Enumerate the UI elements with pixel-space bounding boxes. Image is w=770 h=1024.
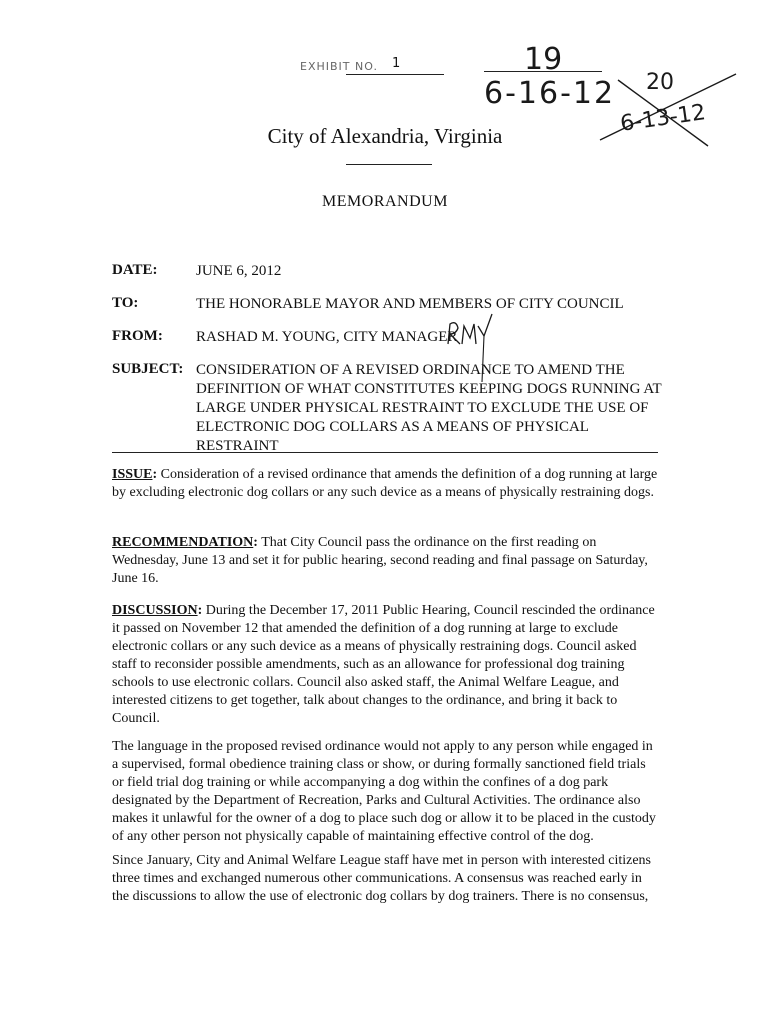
ordinance-language-paragraph: The language in the proposed revised ordinance would not apply to any person while engaged in a supervised, formal obedience training class or show, or during formally sanctioned field trials or field trial dog training or while accompanying a dog within the confines of a dog park designated by the Department of Recreation, Parks and Cultural Activities. The ordinance also makes it unlawful for the owner of a dog to place such dog or allow it to be placed in the custody of any other person not physically capable of maintaining effective control of the dog. — [112, 739, 656, 844]
issue-text: Consideration of a revised ordinance that amends the definition of a dog running at large by excluding electronic dog collars or any such device as a means of physically restraining dogs. — [112, 467, 658, 500]
to-label: TO: — [112, 295, 139, 311]
subject-label: SUBJECT: — [112, 361, 184, 377]
title-rule — [346, 164, 432, 165]
manager-initials-signature — [442, 310, 494, 384]
recommendation-label: RECOMMENDATION — [112, 535, 254, 550]
exhibit-line — [346, 74, 444, 75]
discussion-paragraph: DISCUSSION: During the December 17, 2011 Public Hearing, Council rescinded the ordinance it passed on November 12 that amended the definition of a dog running at large to exclude electronic collars or any such device as a means of physically restraining dogs. Council asked staff to reconsider possible amendments, such as an allowance for professional dog training schools to use electronic collars. Council also asked staff, the Animal Welfare League, and interested citizens to get together, talk about changes to the ordinance, and bring it back to Council. — [112, 603, 655, 726]
memorandum-title: MEMORANDUM — [322, 193, 448, 210]
discussion-label: DISCUSSION — [112, 603, 198, 618]
exhibit-label: EXHIBIT NO. — [300, 60, 378, 73]
from-label: FROM: — [112, 328, 163, 344]
issue-paragraph: ISSUE: Consideration of a revised ordinance that amends the definition of a dog running at large by excluding electronic dog collars or any such device as a means of physically restraining dogs. — [112, 467, 658, 500]
agenda-item-underline — [484, 71, 602, 72]
exhibit-number: 1 — [392, 56, 401, 71]
city-title: City of Alexandria, Virginia — [267, 124, 503, 148]
issue-label: ISSUE — [112, 467, 153, 482]
from-value: RASHAD M. YOUNG, CITY MANAGER — [196, 329, 458, 345]
recommendation-text: That City Council pass the ordinance on the first reading on Wednesday, June 13 and set it for public hearing, second reading and final passage on Saturday, June 16. — [112, 535, 648, 586]
consensus-paragraph: Since January, City and Animal Welfare League staff have met in person with interested citizens three times and exchanged numerous other communications. A consensus was reached early in the discussions to allow the use of electronic dog collars by dog trainers. There is no consensus, — [112, 853, 651, 904]
handwritten-meeting-date: 6-16-12 — [484, 76, 616, 111]
recommendation-paragraph: RECOMMENDATION: That City Council pass the ordinance on the first reading on Wednesday, June 13 and set it for public hearing, second reading and final passage on Saturday, June 16. — [112, 535, 648, 586]
to-value: THE HONORABLE MAYOR AND MEMBERS OF CITY COUNCIL — [196, 296, 624, 312]
section-divider — [112, 452, 658, 453]
handwritten-agenda-item: 19 — [524, 42, 563, 77]
date-value: JUNE 6, 2012 — [196, 263, 282, 279]
struck-meeting-date: 6-13-12 — [618, 100, 708, 137]
date-label: DATE: — [112, 262, 158, 278]
struck-agenda-item: 20 — [646, 70, 674, 95]
subject-value: CONSIDERATION OF A REVISED ORDINANCE TO AMEND THE DEFINITION OF WHAT CONSTITUTES KEEPING DOGS RUNNING AT LARGE UNDER PHYSICAL RESTRAINT TO EXCLUDE THE USE OF ELECTRONIC DOG COLLARS AS A MEANS OF PHYSICAL RESTRAINT — [196, 362, 662, 454]
discussion-text: During the December 17, 2011 Public Hearing, Council rescinded the ordinance it passed on November 12 that amended the definition of a dog running at large to exclude electronic collars or any such device as a means of physically restraining dogs. Council asked staff to reconsider possible amendments, such as an allowance for professional dog training schools to use electronic collars. Council also asked staff, the Animal Welfare League, and interested citizens to get together, talk about changes to the ordinance, and bring it back to Council. — [112, 603, 655, 726]
